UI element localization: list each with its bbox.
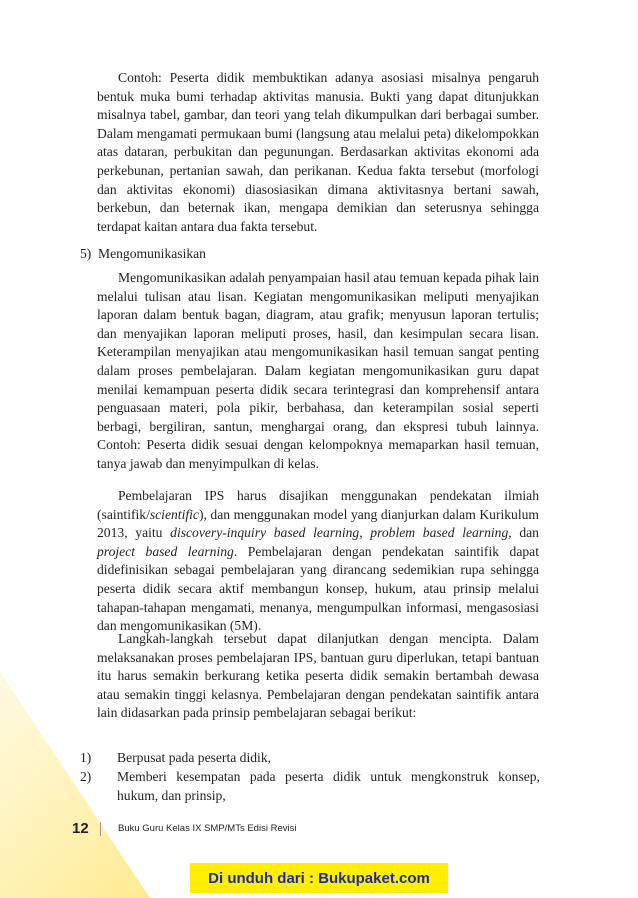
paragraph-langkah-langkah: Langkah-langkah tersebut dapat dilanjutkan dengan mencipta. Dalam melaksanakan proses pembelajaran IPS, bantuan guru diperlukan, tetapi bantuan itu harus semakin berkurang ketika peserta didik semakin bertambah dewasa atau semakin tinggi kelasnya. Pembelajaran dengan pendekatan saintifik antara lain didasarkan pada prinsip pembelajaran sebagai berikut: bbox=[97, 631, 539, 721]
section-heading-mengomunikasikan bbox=[80, 245, 540, 264]
paragraph-mengomunikasikan: Mengomunikasikan adalah penyampaian hasil atau temuan kepada pihak lain melalui tulisan atau lisan. Kegiatan mengomunikasikan meliputi menyajikan laporan dalam bentuk bagan, diagram, atau grafik; menyusun laporan tertulis; dan menyajikan laporan meliputi proses, hasil, dan kesimpulan secara lisan. Keterampilan menyajikan atau mengomunikasikan hasil temuan sangat penting dalam proses pembelajaran. Dalam kegiatan mengomunikasikan guru dapat menilai kemampuan peserta didik secara terintegrasi dan komprehensif antara penguasaan materi, pola pikir, berbahasa, dan keterampilan sosial seperti berbagi, bergiliran, santun, menghargai orang, dan ekspresi tubuh lainnya. Contoh: Peserta didik sesuai dengan kelompoknya memaparkan hasil temuan, tanya jawab dan menyimpulkan di kelas. bbox=[97, 270, 539, 471]
footer-book-title: Buku Guru Kelas IX SMP/MTs Edisi Revisi bbox=[118, 823, 297, 834]
download-banner[interactable]: Di unduh dari : Bukupaket.com bbox=[190, 863, 448, 893]
list-number: 2) bbox=[80, 769, 92, 784]
list-number: 1) bbox=[80, 750, 92, 765]
section-title: Mengomunikasikan bbox=[98, 246, 206, 261]
paragraph-pembelajaran-ips bbox=[97, 487, 539, 636]
list-item bbox=[80, 749, 540, 768]
italic-model-discovery: discovery-inquiry based learning bbox=[170, 525, 360, 541]
text-run: ), dan menggunakan model yang dianjurkan dalam Kurikulum 2013, yaitu bbox=[97, 506, 539, 541]
text-run: Pembelajaran IPS harus disajikan menggunakan pendekatan ilmiah (saintifik/ bbox=[97, 488, 539, 522]
paragraph-contoh-asosiasi: Contoh: Peserta didik membuktikan adanya asosiasi misalnya pengaruh bentuk muka bumi terhadap aktivitas manusia. Bukti yang dapat ditunjukkan misalnya tabel, gambar, dan teori yang telah dikumpulkan dari berbagai sumber. Dalam mengamati permukaan bumi (langsung atau melalui peta) dikelompokkan atas dataran, perbukitan dan pegunungan. Berdasarkan aktivitas ekonomi ada perkebunan, pertanian sawah, dan perikanan. Kedua fakta tersebut (morfologi dan aktivitas ekonomi) diasosiasikan dimana aktivitasnya bertani sawah, berkebun, dan beternak ikan, mengapa demikian dan seterusnya sehingga terdapat kaitan antara dua fakta tersebut. bbox=[97, 70, 539, 234]
footer-divider bbox=[100, 822, 101, 836]
list-text: Memberi kesempatan pada peserta didik untuk mengkonstruk konsep, hukum, dan prinsip, bbox=[117, 769, 540, 803]
section-number: 5) bbox=[80, 246, 92, 261]
text-run: . Pembelajaran dengan pendekatan saintifik dapat didefinisikan sebagai pembelajaran yang dirancang sedemikian rupa sehingga peserta didik secara aktif membangun konsep, hukum, atau prinsip melalui tahapan-tahapan mengamati, menanya, mengumpulkan informasi, mengasosiasi dan mengomunikasikan (5M). bbox=[97, 543, 539, 634]
text-run: , dan bbox=[508, 525, 539, 541]
italic-model-project: project based learning bbox=[97, 543, 234, 559]
list-item bbox=[80, 768, 540, 805]
list-text: Berpusat pada peserta didik, bbox=[117, 750, 272, 765]
text-run: , bbox=[359, 525, 371, 541]
italic-scientific: scientific bbox=[149, 506, 199, 522]
italic-model-problem: problem based learning bbox=[370, 525, 509, 541]
page-number: 12 bbox=[72, 820, 89, 837]
